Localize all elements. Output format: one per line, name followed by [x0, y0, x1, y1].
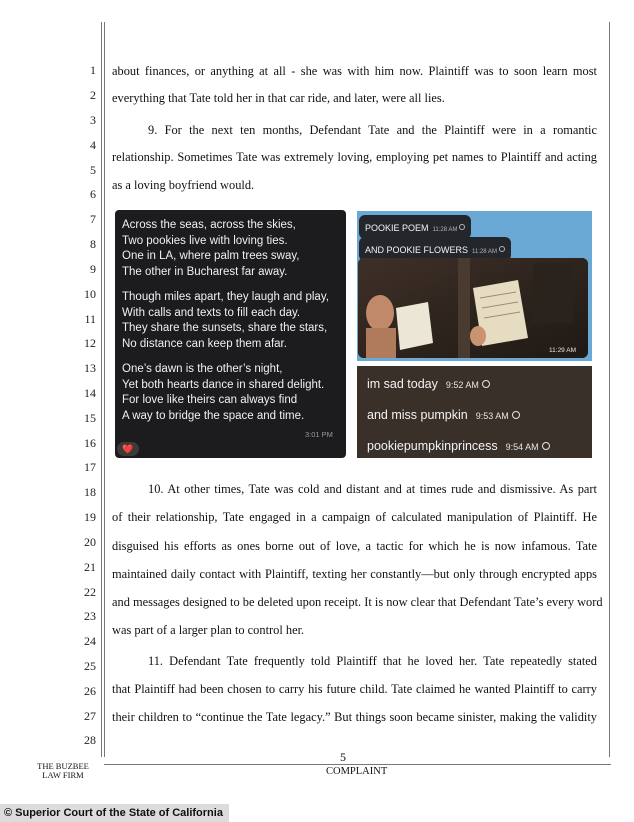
message-text: and miss pumpkin: [367, 408, 468, 422]
line-number: 16: [84, 436, 96, 450]
poem-line: Though miles apart, they laugh and play,: [122, 291, 329, 303]
right-margin-rule: [609, 22, 610, 757]
message-text: pookiepumpkinprincess: [367, 439, 498, 453]
line-number: 14: [84, 386, 96, 400]
message-time: 9:53 AM: [475, 411, 509, 421]
line-number: 8: [90, 237, 96, 251]
left-margin-rule-inner: [104, 22, 105, 757]
message-time: 11:28 AM: [432, 227, 458, 233]
check-icon: [459, 224, 465, 230]
page-number: 5: [340, 750, 346, 764]
line-number: 4: [90, 138, 96, 152]
line-number: 13: [84, 361, 96, 375]
message-time: 11:28 AM: [472, 249, 497, 255]
poem-line: Two pookies live with loving ties.: [122, 234, 288, 247]
line-number: 19: [84, 510, 96, 524]
law-firm-line: THE BUZBEE: [37, 761, 89, 771]
line-number: 18: [84, 485, 96, 499]
footer-title: COMPLAINT: [326, 766, 388, 777]
line-number: 9: [90, 262, 96, 276]
line-number: 22: [84, 585, 96, 599]
poem-line: One’s dawn is the other’s night,: [122, 363, 283, 375]
paragraph-line: relationship. Sometimes Tate was extremely loving, employing pet names to Plaintiff and acting: [112, 150, 597, 164]
poem-line: Yet both hearts dance in shared delight.: [122, 378, 325, 391]
paragraph-line: their children to “continue the Tate legacy.” But things soon became sinister, making the validity: [112, 710, 597, 724]
line-number: 15: [84, 411, 96, 425]
paragraph-line: about finances, or anything at all - she was with him now. Plaintiff was to soon learn most: [112, 64, 597, 78]
line-number: 11: [84, 312, 96, 326]
line-number: 23: [84, 609, 96, 623]
footer-rule: [104, 764, 611, 765]
image-credit: © Superior Court of the State of California: [0, 804, 229, 822]
law-firm-name: [33, 762, 93, 780]
clock-icon: [542, 442, 550, 450]
paragraph-line: disguised his efforts as ones borne out of love, a tactic for which he is now infamous. Tate: [112, 539, 597, 553]
line-number: 6: [90, 187, 96, 201]
line-number: 21: [84, 560, 96, 574]
message-row: [367, 375, 490, 393]
poem-line: One in LA, where palm trees sway,: [122, 250, 300, 262]
photo-message: [358, 258, 588, 358]
message-bubble: [359, 215, 471, 239]
line-number: 1: [90, 63, 96, 77]
poem-message-screenshot: [115, 210, 346, 458]
photo-image: [358, 258, 588, 358]
line-number: 27: [84, 709, 96, 723]
poem-line: A way to bridge the space and time.: [122, 409, 305, 422]
line-number: 5: [90, 163, 96, 177]
line-number: 28: [84, 733, 96, 747]
line-number: 3: [90, 113, 96, 127]
paragraph-line: and messages designed to be deleted upon receipt. It is now clear that Defendant Tate’s every word: [112, 595, 603, 609]
poem-line: With calls and texts to fill each day.: [122, 306, 301, 319]
message-text: POOKIE POEM: [365, 223, 429, 233]
poem-line: Across the seas, across the skies,: [122, 219, 296, 231]
left-margin-rule: [101, 22, 102, 757]
poem-line: The other in Bucharest far away.: [122, 265, 288, 278]
paragraph-line: 10. At other times, Tate was cold and distant and at times rude and dismissive. As part: [148, 482, 597, 496]
line-number: 17: [84, 460, 96, 474]
poem-timestamp: 3:01 PM: [305, 430, 333, 439]
line-number: 26: [84, 684, 96, 698]
paragraph-line: 11. Defendant Tate frequently told Plaintiff that he loved her. Tate repeatedly stated: [148, 654, 597, 668]
paragraph-line: as a loving boyfriend would.: [112, 178, 255, 192]
line-number: 7: [90, 212, 96, 226]
paragraph-line: everything that Tate told her in that car ride, and later, were all lies.: [112, 91, 445, 105]
paragraph-line: maintained daily contact with Plaintiff, texting her constantly—but only through encrypted apps: [112, 567, 597, 581]
line-number: 24: [84, 634, 96, 648]
message-row: [367, 437, 550, 455]
message-text: im sad today: [367, 377, 438, 391]
poem-line: No distance can keep them afar.: [122, 337, 287, 350]
paragraph-line: was part of a larger plan to control her.: [112, 623, 305, 637]
sad-chat-screenshot: [357, 366, 592, 458]
clock-icon: [512, 411, 520, 419]
heart-icon: ❤️: [117, 442, 139, 456]
poem-line: For love like theirs can always find: [122, 394, 298, 406]
poem-line: They share the sunsets, share the stars,: [122, 322, 328, 334]
line-number: 2: [90, 88, 96, 102]
line-number: 12: [84, 336, 96, 350]
paragraph-line: 9. For the next ten months, Defendant Tate and the Plaintiff were in a romantic: [148, 123, 597, 137]
line-number: 20: [84, 535, 96, 549]
message-row: [367, 406, 520, 424]
message-text: AND POOKIE FLOWERS: [365, 245, 469, 255]
photo-timestamp: 11:29 AM: [549, 347, 576, 354]
line-number: 25: [84, 659, 96, 673]
message-time: 9:54 AM: [505, 442, 539, 452]
line-number: 10: [84, 287, 96, 301]
clock-icon: [482, 380, 490, 388]
poem-text: [122, 218, 344, 424]
message-time: 9:52 AM: [445, 380, 479, 390]
check-icon: [499, 246, 505, 252]
paragraph-line: that Plaintiff had been chosen to carry his future child. Tate claimed he wanted Plaintiff to carry: [112, 682, 597, 696]
law-firm-line: LAW FIRM: [42, 770, 84, 780]
paragraph-line: of their relationship, Tate engaged in a campaign of calculated manipulation of Plaintiff. He: [112, 510, 597, 524]
